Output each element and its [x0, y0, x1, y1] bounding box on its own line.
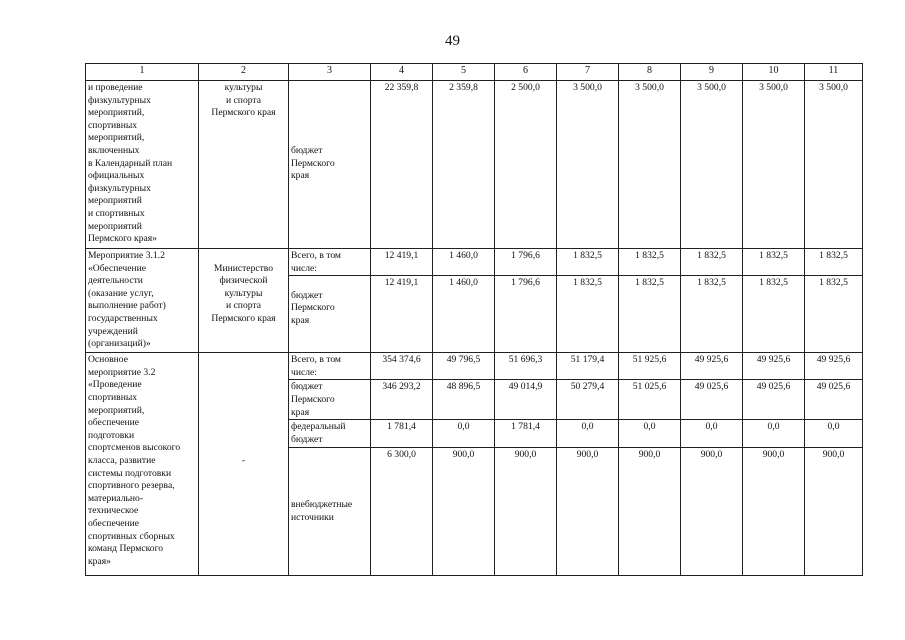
value-cell: 3 500,0 [619, 81, 681, 249]
value-cell: 49 796,5 [433, 353, 495, 380]
value-cell: 1 781,4 [371, 420, 433, 447]
value-cell: 49 025,6 [805, 380, 863, 420]
activity-name-cell: и проведение физкультурных мероприятий, спортивных мероприятий, включенных в Календарный план официальных физкультурных мероприятий и спортивных мероприятий Пермского края» [86, 81, 199, 249]
value-cell: 3 500,0 [681, 81, 743, 249]
header-cell: 1 [86, 64, 199, 81]
header-cell: 7 [557, 64, 619, 81]
value-cell: 0,0 [681, 420, 743, 447]
value-cell: 3 500,0 [557, 81, 619, 249]
activity-name-cell: Мероприятие 3.1.2 «Обеспечение деятельности (оказание услуг, выполнение работ) государственных учреждений (организаций)» [86, 249, 199, 353]
header-cell: 3 [289, 64, 371, 81]
value-cell: 49 014,9 [495, 380, 557, 420]
funding-source-cell: внебюджетные источники [289, 447, 371, 575]
value-cell: 49 025,6 [743, 380, 805, 420]
table-row [86, 249, 863, 276]
value-cell: 1 832,5 [681, 276, 743, 353]
value-cell: 0,0 [805, 420, 863, 447]
value-cell: 900,0 [805, 447, 863, 575]
value-cell: 1 832,5 [619, 249, 681, 276]
value-cell: 48 896,5 [433, 380, 495, 420]
value-cell: 1 796,6 [495, 249, 557, 276]
header-cell: 5 [433, 64, 495, 81]
value-cell: 3 500,0 [743, 81, 805, 249]
value-cell: 900,0 [433, 447, 495, 575]
value-cell: 51 179,4 [557, 353, 619, 380]
funding-source-cell: бюджет Пермского края [289, 81, 371, 249]
value-cell: 12 419,1 [371, 249, 433, 276]
value-cell: 1 796,6 [495, 276, 557, 353]
header-cell: 8 [619, 64, 681, 81]
value-cell: 1 832,5 [743, 249, 805, 276]
value-cell: 0,0 [557, 420, 619, 447]
header-cell: 4 [371, 64, 433, 81]
value-cell: 0,0 [619, 420, 681, 447]
value-cell: 1 460,0 [433, 249, 495, 276]
value-cell: 49 925,6 [743, 353, 805, 380]
funding-source-cell: Всего, в том числе: [289, 249, 371, 276]
value-cell: 49 025,6 [681, 380, 743, 420]
header-cell: 9 [681, 64, 743, 81]
value-cell: 2 500,0 [495, 81, 557, 249]
budget-table [85, 63, 863, 576]
table-row [86, 353, 863, 380]
value-cell: 50 279,4 [557, 380, 619, 420]
value-cell: 6 300,0 [371, 447, 433, 575]
value-cell: 1 832,5 [619, 276, 681, 353]
value-cell: 346 293,2 [371, 380, 433, 420]
value-cell: 51 696,3 [495, 353, 557, 380]
funding-source-cell: бюджет Пермского края [289, 276, 371, 353]
header-cell: 10 [743, 64, 805, 81]
funding-source-cell: бюджет Пермского края [289, 380, 371, 420]
value-cell: 0,0 [433, 420, 495, 447]
value-cell: 51 025,6 [619, 380, 681, 420]
value-cell: 0,0 [743, 420, 805, 447]
value-cell: 3 500,0 [805, 81, 863, 249]
funding-source-cell: федеральный бюджет [289, 420, 371, 447]
value-cell: 12 419,1 [371, 276, 433, 353]
header-cell: 11 [805, 64, 863, 81]
value-cell: 1 832,5 [557, 276, 619, 353]
header-row [86, 64, 863, 81]
value-cell: 1 832,5 [805, 249, 863, 276]
table-row [86, 81, 863, 249]
value-cell: 1 781,4 [495, 420, 557, 447]
value-cell: 900,0 [743, 447, 805, 575]
value-cell: 1 832,5 [557, 249, 619, 276]
value-cell: 1 460,0 [433, 276, 495, 353]
value-cell: 51 925,6 [619, 353, 681, 380]
page-number: 49 [445, 33, 460, 49]
activity-name-cell: Основное мероприятие 3.2 «Проведение спортивных мероприятий, обеспечение подготовки спортсменов высокого класса, развитие системы подготовки спортивного резерва, материально- техническое обеспечение спортивных сборных команд Пермского края» [86, 353, 199, 575]
header-cell: 6 [495, 64, 557, 81]
executor-cell: - [199, 353, 289, 575]
funding-source-cell: Всего, в том числе: [289, 353, 371, 380]
value-cell: 49 925,6 [805, 353, 863, 380]
value-cell: 1 832,5 [743, 276, 805, 353]
executor-cell: Министерство физической культуры и спорта Пермского края [199, 249, 289, 353]
value-cell: 900,0 [619, 447, 681, 575]
value-cell: 1 832,5 [805, 276, 863, 353]
value-cell: 900,0 [557, 447, 619, 575]
value-cell: 2 359,8 [433, 81, 495, 249]
value-cell: 354 374,6 [371, 353, 433, 380]
value-cell: 1 832,5 [681, 249, 743, 276]
header-cell: 2 [199, 64, 289, 81]
value-cell: 22 359,8 [371, 81, 433, 249]
value-cell: 49 925,6 [681, 353, 743, 380]
value-cell: 900,0 [495, 447, 557, 575]
value-cell: 900,0 [681, 447, 743, 575]
executor-cell: культуры и спорта Пермского края [199, 81, 289, 249]
